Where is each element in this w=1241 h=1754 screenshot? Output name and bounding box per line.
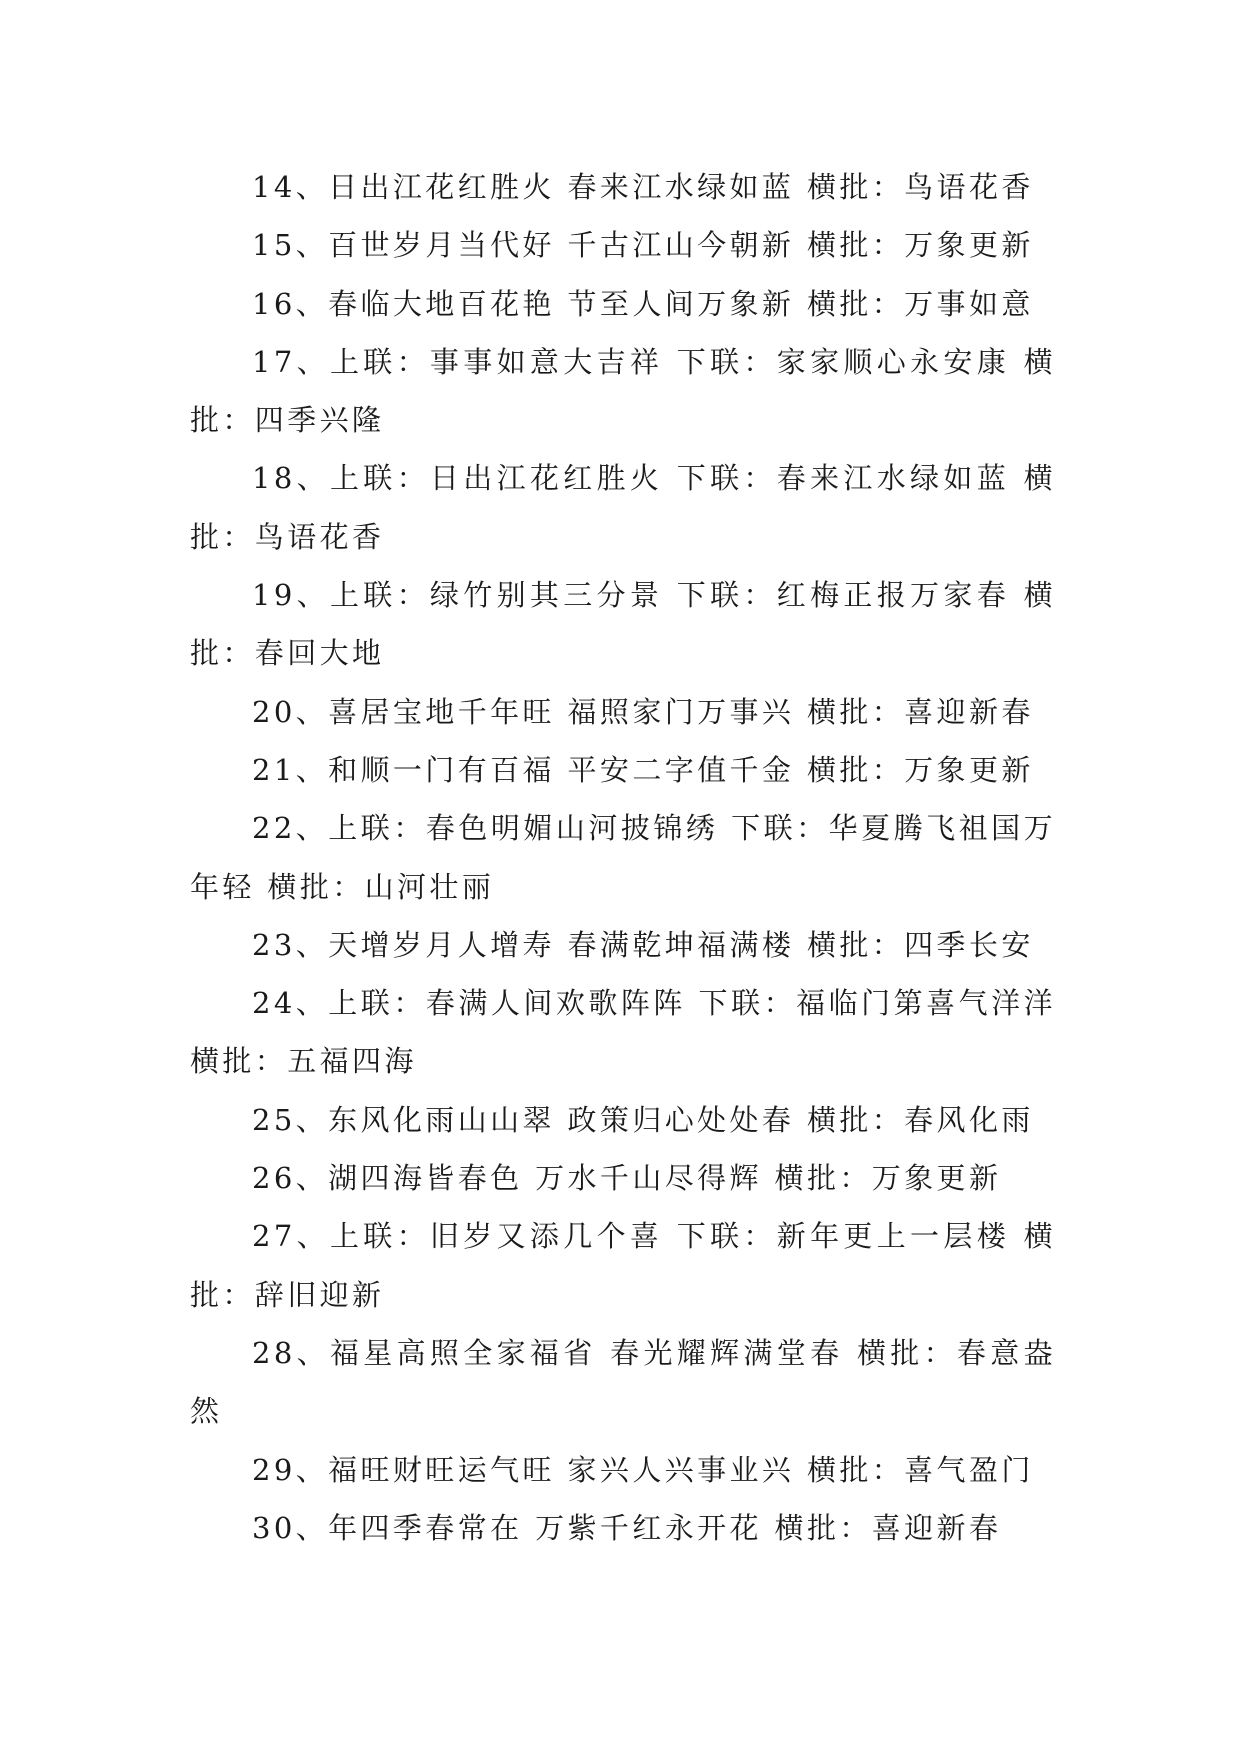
couplet-item-23: 23、天增岁月人增寿 春满乾坤福满楼 横批：四季长安 [252, 927, 1034, 962]
couplet-item-14: 14、日出江花红胜火 春来江水绿如蓝 横批：鸟语花香 [252, 170, 1034, 204]
couplet-item-19: 19、上联：绿竹别其三分景 下联：红梅正报万家春 横批：春回大地 [190, 578, 1056, 671]
couplet-item-20: 20、喜居宝地千年旺 福照家门万事兴 横批：喜迎新春 [252, 694, 1034, 729]
couplet-item-29: 29、福旺财旺运气旺 家兴人兴事业兴 横批：喜气盈门 [252, 1452, 1034, 1487]
couplet-item-17: 17、上联：事事如意大吉祥 下联：家家顺心永安康 横批：四季兴隆 [190, 344, 1056, 438]
couplet-item-27: 27、上联：旧岁又添几个喜 下联：新年更上一层楼 横批：辞旧迎新 [190, 1219, 1056, 1312]
couplet-item-18: 18、上联：日出江花红胜火 下联：春来江水绿如蓝 横批：鸟语花香 [190, 461, 1056, 554]
couplet-item-30: 30、年四季春常在 万紫千红永开花 横批：喜迎新春 [252, 1510, 1002, 1545]
couplet-item-24: 24、上联：春满人间欢歌阵阵 下联：福临门第喜气洋洋 横批：五福四海 [190, 986, 1056, 1079]
couplet-item-22: 22、上联：春色明媚山河披锦绣 下联：华夏腾飞祖国万年轻 横批：山河壮丽 [190, 811, 1056, 904]
couplet-item-26: 26、湖四海皆春色 万水千山尽得辉 横批：万象更新 [252, 1161, 1002, 1196]
couplet-item-28: 28、福星高照全家福省 春光耀辉满堂春 横批：春意盎然 [190, 1335, 1056, 1429]
couplet-item-15: 15、百世岁月当代好 千古江山今朝新 横批：万象更新 [252, 228, 1034, 263]
couplet-item-16: 16、春临大地百花艳 节至人间万象新 横批：万事如意 [252, 286, 1034, 321]
couplet-list [190, 158, 1056, 1557]
couplet-item-21: 21、和顺一门有百福 平安二字值千金 横批：万象更新 [252, 752, 1034, 787]
couplet-item-25: 25、东风化雨山山翠 政策归心处处春 横批：春风化雨 [252, 1102, 1034, 1137]
